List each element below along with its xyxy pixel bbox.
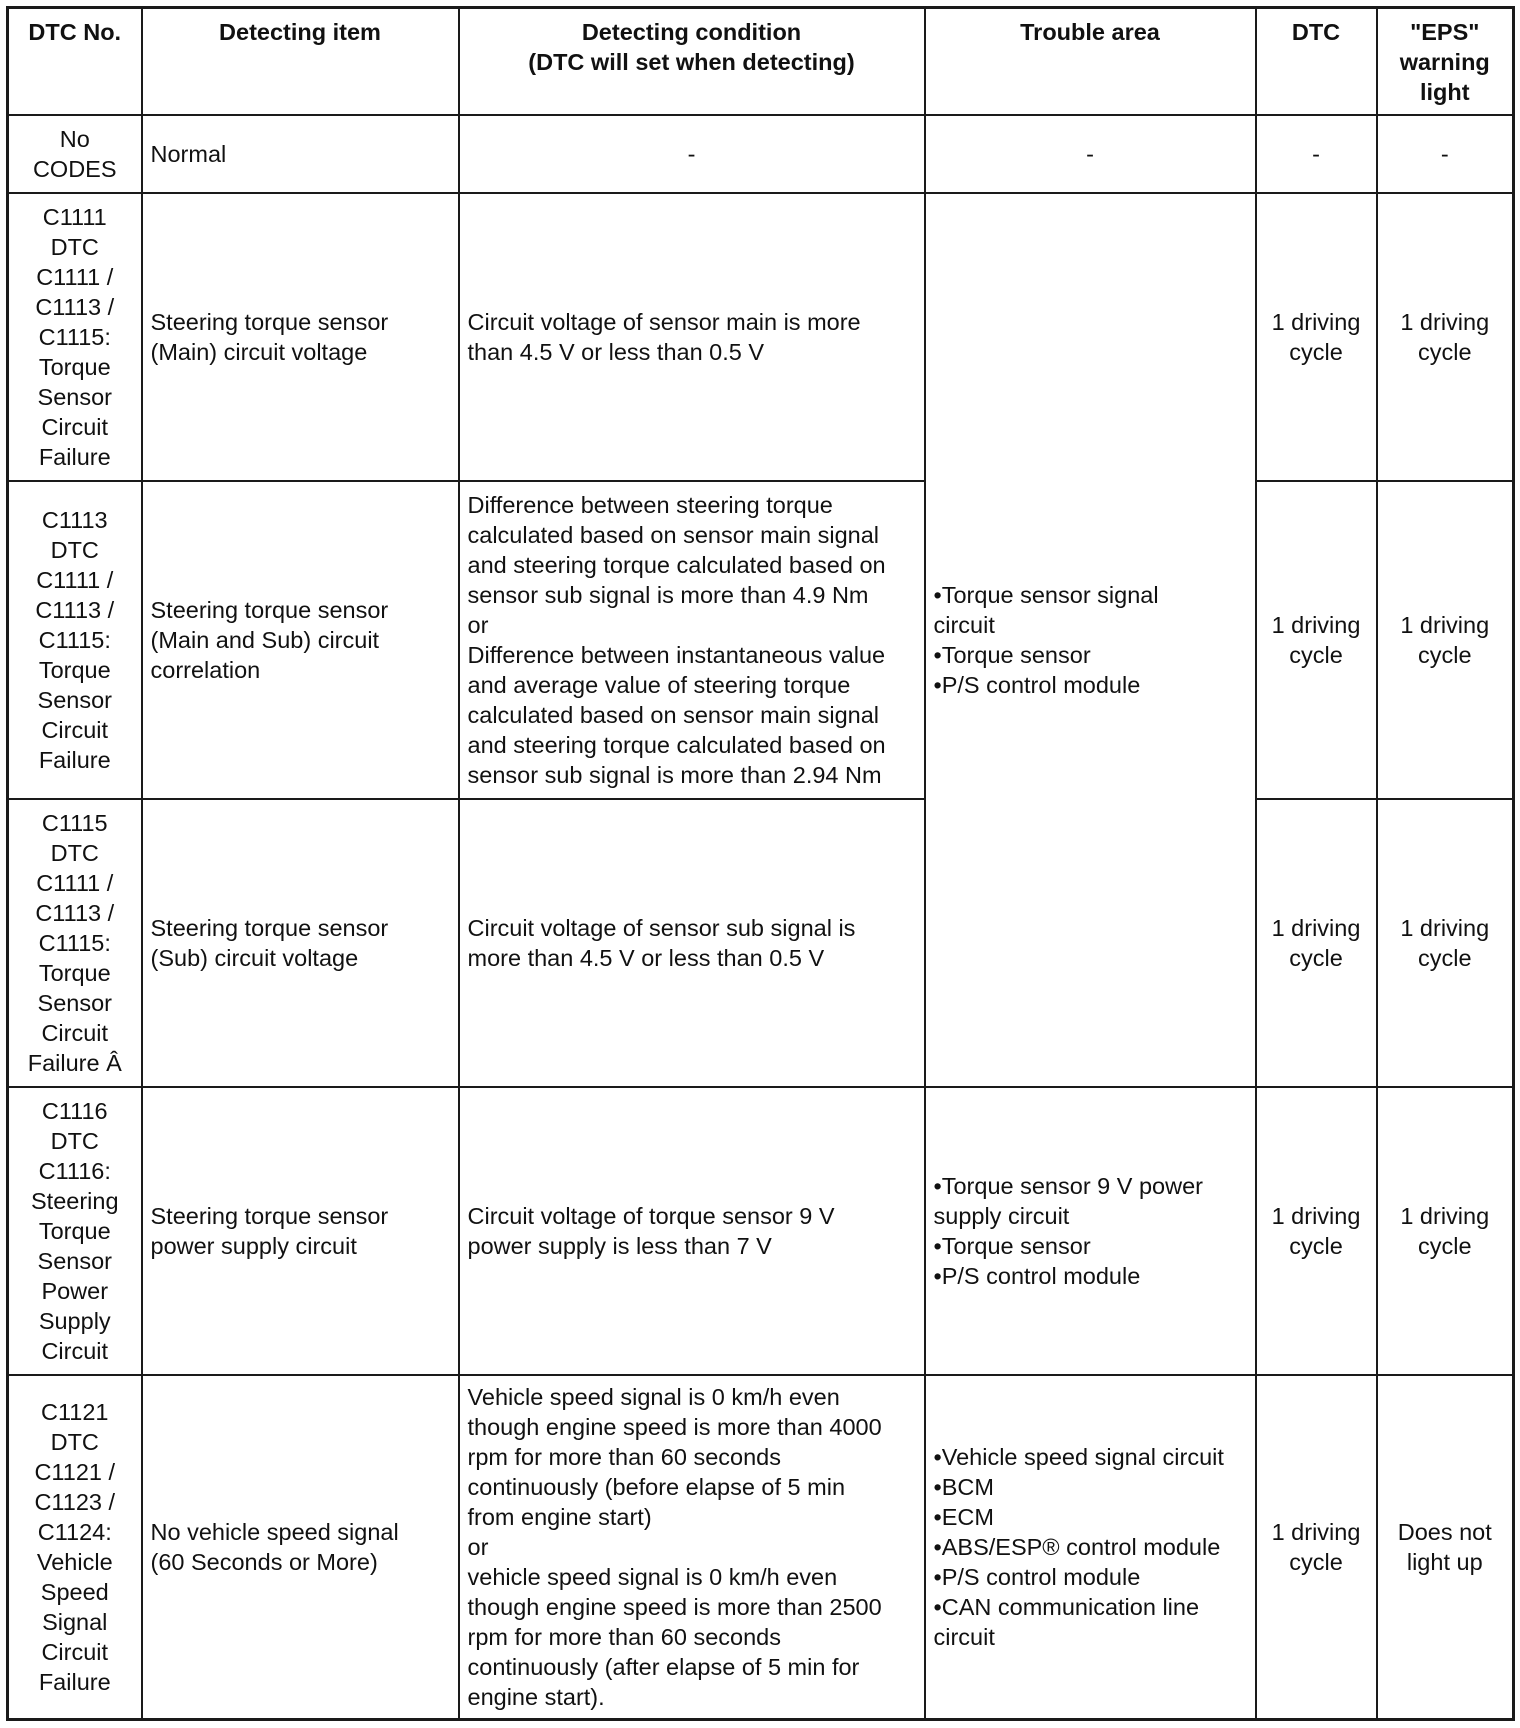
table-row	[8, 1375, 1514, 1720]
eps-light-cell: 1 driving cycle	[1377, 1087, 1514, 1375]
detecting-condition-cell: Circuit voltage of torque sensor 9 V power supply is less than 7 V	[459, 1087, 925, 1375]
dtc-code-cell: C1121 DTC C1121 / C1123 / C1124: Vehicle Speed Signal Circuit Failure	[8, 1375, 142, 1720]
header-dtc-no: DTC No.	[8, 8, 142, 115]
trouble-area-merged-cell: •Torque sensor signal circuit •Torque sensor •P/S control module	[925, 193, 1256, 1087]
detecting-item-cell: Steering torque sensor power supply circuit	[142, 1087, 459, 1375]
trouble-area-cell: •Torque sensor 9 V power supply circuit •Torque sensor •P/S control module	[925, 1087, 1256, 1375]
detecting-item-cell: No vehicle speed signal (60 Seconds or More)	[142, 1375, 459, 1720]
header-trouble-area: Trouble area	[925, 8, 1256, 115]
table-row	[8, 115, 1514, 193]
dtc-code-cell: No CODES	[8, 115, 142, 193]
dtc-cell: 1 driving cycle	[1256, 1087, 1377, 1375]
detecting-item-cell: Steering torque sensor (Main and Sub) circuit correlation	[142, 481, 459, 799]
table-row	[8, 799, 1514, 1087]
detecting-condition-cell: Vehicle speed signal is 0 km/h even though engine speed is more than 4000 rpm for more than 60 seconds continuously (before elapse of 5 min from engine start) or vehicle speed signal is 0 km/h even though engine speed is more than 2500 rpm for more than 60 seconds continuously (after elapse of 5 min for engine start).	[459, 1375, 925, 1720]
header-dtc: DTC	[1256, 8, 1377, 115]
header-detecting-condition: Detecting condition (DTC will set when detecting)	[459, 8, 925, 115]
dtc-cell: 1 driving cycle	[1256, 799, 1377, 1087]
eps-light-cell: Does not light up	[1377, 1375, 1514, 1720]
detecting-item-cell: Steering torque sensor (Main) circuit voltage	[142, 193, 459, 481]
detecting-item-cell: Normal	[142, 115, 459, 193]
detecting-item-cell: Steering torque sensor (Sub) circuit voltage	[142, 799, 459, 1087]
dtc-code-cell: C1111 DTC C1111 / C1113 / C1115: Torque Sensor Circuit Failure	[8, 193, 142, 481]
dtc-table	[6, 6, 1515, 1721]
trouble-area-cell: •Vehicle speed signal circuit •BCM •ECM •ABS/ESP® control module •P/S control module •CAN communication line circuit	[925, 1375, 1256, 1720]
eps-light-cell: 1 driving cycle	[1377, 799, 1514, 1087]
dtc-cell: 1 driving cycle	[1256, 1375, 1377, 1720]
header-detecting-item: Detecting item	[142, 8, 459, 115]
detecting-condition-cell: Circuit voltage of sensor sub signal is more than 4.5 V or less than 0.5 V	[459, 799, 925, 1087]
dtc-code-cell: C1113 DTC C1111 / C1113 / C1115: Torque Sensor Circuit Failure	[8, 481, 142, 799]
dtc-code-cell: C1115 DTC C1111 / C1113 / C1115: Torque Sensor Circuit Failure Â	[8, 799, 142, 1087]
eps-light-cell: -	[1377, 115, 1514, 193]
dtc-table-container	[6, 6, 1515, 1721]
dtc-code-cell: C1116 DTC C1116: Steering Torque Sensor Power Supply Circuit	[8, 1087, 142, 1375]
detecting-condition-cell: Circuit voltage of sensor main is more than 4.5 V or less than 0.5 V	[459, 193, 925, 481]
detecting-condition-cell: -	[459, 115, 925, 193]
eps-light-cell: 1 driving cycle	[1377, 481, 1514, 799]
table-row	[8, 193, 1514, 481]
table-row	[8, 481, 1514, 799]
dtc-cell: 1 driving cycle	[1256, 481, 1377, 799]
eps-light-cell: 1 driving cycle	[1377, 193, 1514, 481]
dtc-cell: -	[1256, 115, 1377, 193]
table-header-row	[8, 8, 1514, 115]
header-eps-warning-light: "EPS" warning light	[1377, 8, 1514, 115]
dtc-cell: 1 driving cycle	[1256, 193, 1377, 481]
table-row	[8, 1087, 1514, 1375]
trouble-area-cell: -	[925, 115, 1256, 193]
detecting-condition-cell: Difference between steering torque calculated based on sensor main signal and steering torque calculated based on sensor sub signal is more than 4.9 Nm or Difference between instantaneous value and average value of steering torque calculated based on sensor main signal and steering torque calculated based on sensor sub signal is more than 2.94 Nm	[459, 481, 925, 799]
